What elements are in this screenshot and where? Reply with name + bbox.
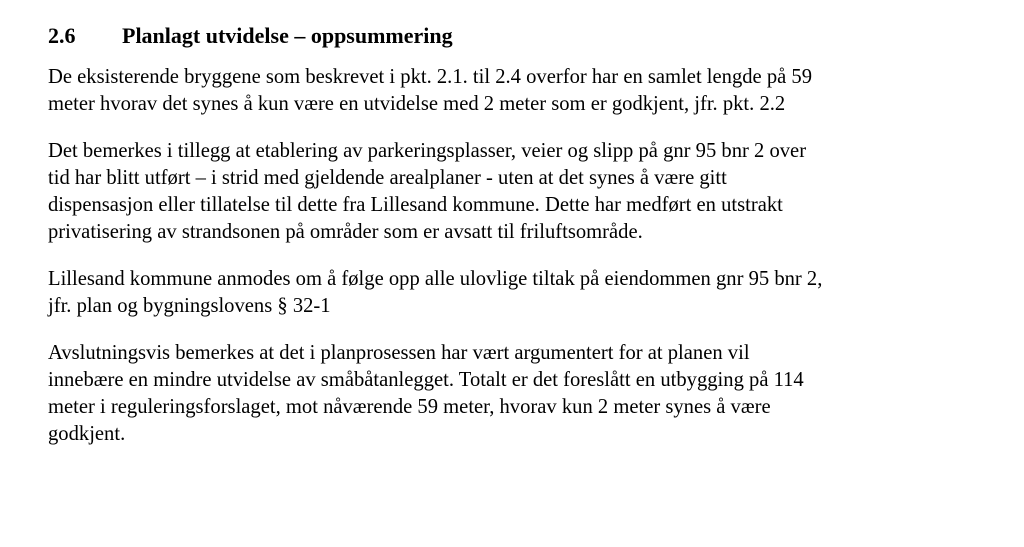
text-line: Det bemerkes i tillegg at etablering av parkeringsplasser, veier og slipp på gnr 95 bnr 2 over bbox=[48, 140, 807, 162]
paragraph-conclusion bbox=[48, 340, 998, 448]
text-line: tid har blitt utført – i strid med gjeldende arealplaner - uten at det synes å være gitt bbox=[48, 167, 727, 189]
text-line: De eksisterende bryggene som beskrevet i pkt. 2.1. til 2.4 overfor har en samlet lengde på 59 bbox=[48, 66, 813, 88]
text-line: dispensasjon eller tillatelse til dette fra Lillesand kommune. Dette har medført en utstrakt bbox=[48, 194, 783, 216]
text-line: privatisering av strandsonen på områder som er avsatt til friluftsområde. bbox=[48, 221, 643, 243]
text-line: meter i reguleringsforslaget, mot nåværende 59 meter, hvorav kun 2 meter synes å være bbox=[48, 396, 771, 418]
text-line: innebære en mindre utvidelse av småbåtanlegget. Totalt er det foreslått en utbygging på 114 bbox=[48, 369, 804, 391]
paragraph-parking-roads bbox=[48, 138, 998, 246]
text-line: meter hvorav det synes å kun være en utvidelse med 2 meter som er godkjent, jfr. pkt. 2.2 bbox=[48, 93, 786, 115]
section-heading bbox=[48, 20, 998, 52]
text-line: Avslutningsvis bemerkes at det i planprosessen har vært argumentert for at planen vil bbox=[48, 342, 750, 364]
section-number: 2.6 bbox=[48, 23, 76, 48]
text-line: Lillesand kommune anmodes om å følge opp alle ulovlige tiltak på eiendommen gnr 95 bnr 2, bbox=[48, 268, 823, 290]
document-page bbox=[48, 20, 998, 468]
text-line: jfr. plan og bygningslovens § 32-1 bbox=[48, 295, 331, 317]
text-line: godkjent. bbox=[48, 423, 126, 445]
paragraph-municipality-request bbox=[48, 266, 998, 320]
section-title: Planlagt utvidelse – oppsummering bbox=[122, 23, 453, 48]
paragraph-existing-piers bbox=[48, 64, 998, 118]
